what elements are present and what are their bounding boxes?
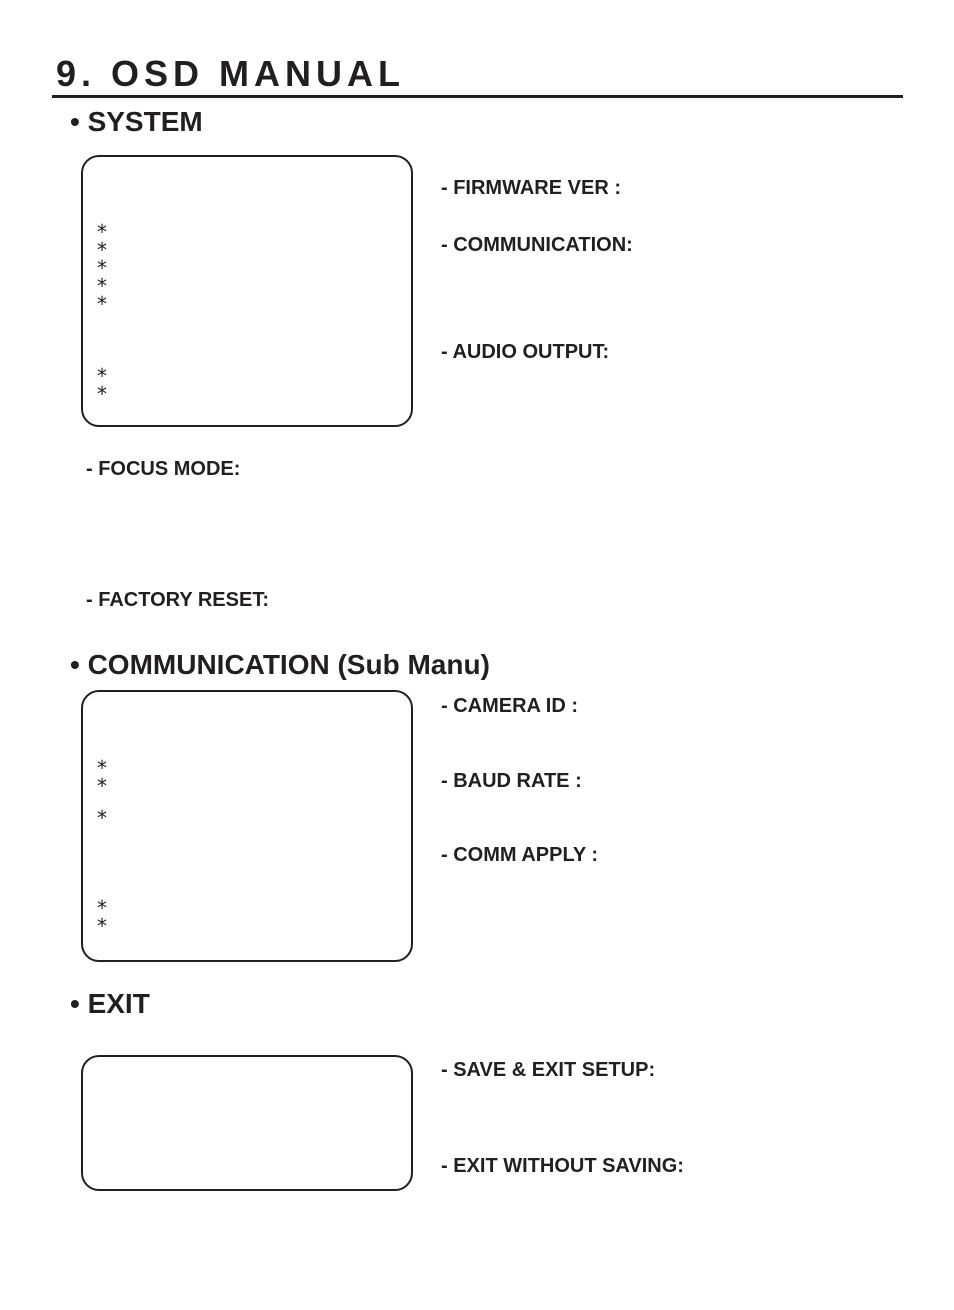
exit-osd-box xyxy=(81,1055,413,1191)
system-marker: * xyxy=(97,274,107,298)
communication-marker: * xyxy=(97,774,107,798)
system-marker: * xyxy=(97,382,107,406)
communication-heading: • COMMUNICATION (Sub Manu) xyxy=(70,649,490,680)
system-marker: * xyxy=(97,256,107,280)
label-firmware-ver: - FIRMWARE VER : xyxy=(441,177,621,199)
label-comm-apply: - COMM APPLY : xyxy=(441,844,599,866)
communication-marker: * xyxy=(97,914,107,938)
title-underline xyxy=(52,95,903,98)
label-save-exit-setup: - SAVE & EXIT SETUP: xyxy=(441,1059,656,1081)
system-marker: * xyxy=(97,364,107,388)
page-title: 9. OSD MANUAL xyxy=(56,53,406,94)
system-marker: * xyxy=(97,292,107,316)
label-communication: - COMMUNICATION: xyxy=(441,234,633,256)
label-focus-mode: - FOCUS MODE: xyxy=(86,458,241,480)
label-baud-rate: - BAUD RATE : xyxy=(441,770,582,792)
system-marker: * xyxy=(97,220,107,244)
system-heading: • SYSTEM xyxy=(70,106,203,137)
communication-marker: * xyxy=(97,806,107,830)
system-osd-box xyxy=(81,155,413,427)
label-exit-without-saving: - EXIT WITHOUT SAVING: xyxy=(441,1155,684,1177)
communication-osd-box xyxy=(81,690,413,962)
label-camera-id: - CAMERA ID : xyxy=(441,695,579,717)
exit-heading: • EXIT xyxy=(70,988,150,1019)
label-factory-reset: - FACTORY RESET: xyxy=(86,589,269,611)
system-marker: * xyxy=(97,238,107,262)
communication-marker: * xyxy=(97,896,107,920)
label-audio-output: - AUDIO OUTPUT: xyxy=(441,341,610,363)
communication-marker: * xyxy=(97,756,107,780)
